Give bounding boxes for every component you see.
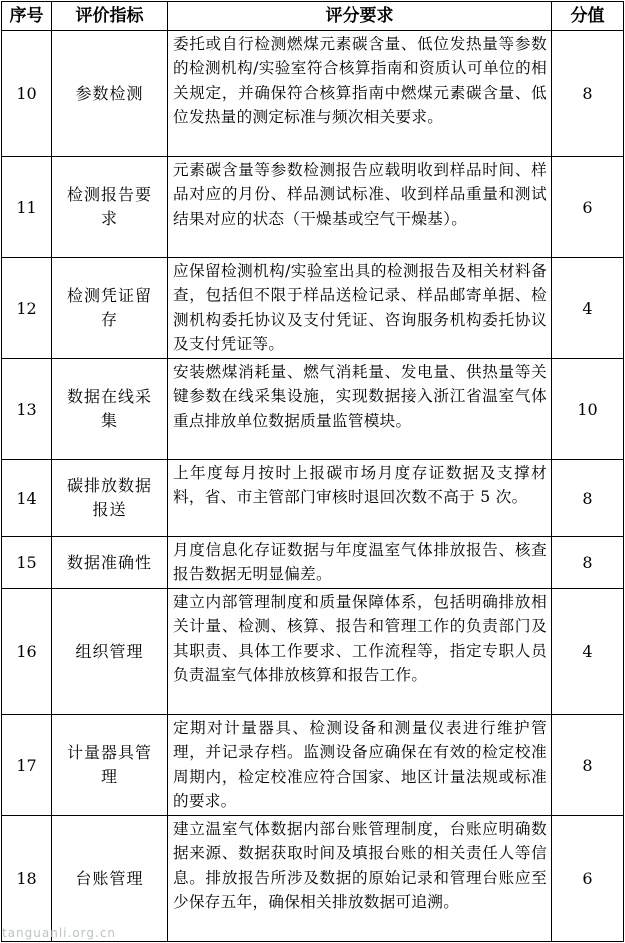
evaluation-table <box>1 1 624 942</box>
row-indicator: 台账管理 <box>52 816 168 942</box>
header-indicator: 评价指标 <box>52 2 168 31</box>
table-row <box>2 537 624 589</box>
row-score: 8 <box>552 460 624 537</box>
row-indicator: 组织管理 <box>52 589 168 715</box>
row-indicator: 计量器具管理 <box>52 715 168 816</box>
row-score: 10 <box>552 359 624 460</box>
row-score: 4 <box>552 589 624 715</box>
row-index: 13 <box>2 359 52 460</box>
row-index: 10 <box>2 31 52 157</box>
row-score: 4 <box>552 258 624 359</box>
table-header-row <box>2 2 624 31</box>
row-requirement: 建立内部管理制度和质量保障体系，包括明确排放相关计量、检测、核算、报告和管理工作的负责部门及其职责、具体工作要求、工作流程等，指定专职人员负责温室气体排放核算和报告工作。 <box>168 589 552 715</box>
row-requirement: 元素碳含量等参数检测报告应载明收到样品时间、样品对应的月份、样品测试标准、收到样品重量和测试结果对应的状态（干燥基或空气干燥基）。 <box>168 157 552 258</box>
row-indicator: 参数检测 <box>52 31 168 157</box>
row-score: 8 <box>552 537 624 589</box>
row-index: 14 <box>2 460 52 537</box>
row-index: 18 <box>2 816 52 942</box>
header-score: 分值 <box>552 2 624 31</box>
table-row <box>2 715 624 816</box>
table-row <box>2 359 624 460</box>
row-requirement: 月度信息化存证数据与年度温室气体排放报告、核查报告数据无明显偏差。 <box>168 537 552 589</box>
row-index: 17 <box>2 715 52 816</box>
table-row <box>2 589 624 715</box>
table-row <box>2 460 624 537</box>
header-requirement: 评分要求 <box>168 2 552 31</box>
row-score: 8 <box>552 715 624 816</box>
row-indicator: 数据在线采集 <box>52 359 168 460</box>
table-row <box>2 157 624 258</box>
row-indicator: 碳排放数据报送 <box>52 460 168 537</box>
row-requirement: 安装燃煤消耗量、燃气消耗量、发电量、供热量等关键参数在线采集设施，实现数据接入浙江省温室气体重点排放单位数据质量监管模块。 <box>168 359 552 460</box>
row-indicator: 检测报告要求 <box>52 157 168 258</box>
row-score: 8 <box>552 31 624 157</box>
row-indicator: 检测凭证留存 <box>52 258 168 359</box>
row-index: 16 <box>2 589 52 715</box>
row-requirement: 应保留检测机构/实验室出具的检测报告及相关材料备查，包括但不限于样品送检记录、样品邮寄单据、检测机构委托协议及支付凭证、咨询服务机构委托协议及支付凭证等。 <box>168 258 552 359</box>
header-index: 序号 <box>2 2 52 31</box>
table-row <box>2 816 624 942</box>
row-requirement: 建立温室气体数据内部台账管理制度，台账应明确数据来源、数据获取时间及填报台账的相关责任人等信息。排放报告所涉及数据的原始记录和管理台账应至少保存五年，确保相关排放数据可追溯。 <box>168 816 552 942</box>
row-index: 12 <box>2 258 52 359</box>
row-score: 6 <box>552 816 624 942</box>
row-indicator: 数据准确性 <box>52 537 168 589</box>
row-index: 11 <box>2 157 52 258</box>
row-requirement: 定期对计量器具、检测设备和测量仪表进行维护管理，并记录存档。监测设备应确保在有效的检定校准周期内，检定校准应符合国家、地区计量法规或标准的要求。 <box>168 715 552 816</box>
row-requirement: 上年度每月按时上报碳市场月度存证数据及支撑材料，省、市主管部门审核时退回次数不高于 5 次。 <box>168 460 552 537</box>
table-row <box>2 258 624 359</box>
table-row <box>2 31 624 157</box>
row-score: 6 <box>552 157 624 258</box>
row-index: 15 <box>2 537 52 589</box>
site-watermark: tanguanli.org.cn <box>2 926 117 940</box>
row-requirement: 委托或自行检测燃煤元素碳含量、低位发热量等参数的检测机构/实验室符合核算指南和资质认可单位的相关规定，并确保符合核算指南中燃煤元素碳含量、低位发热量的测定标准与频次相关要求。 <box>168 31 552 157</box>
